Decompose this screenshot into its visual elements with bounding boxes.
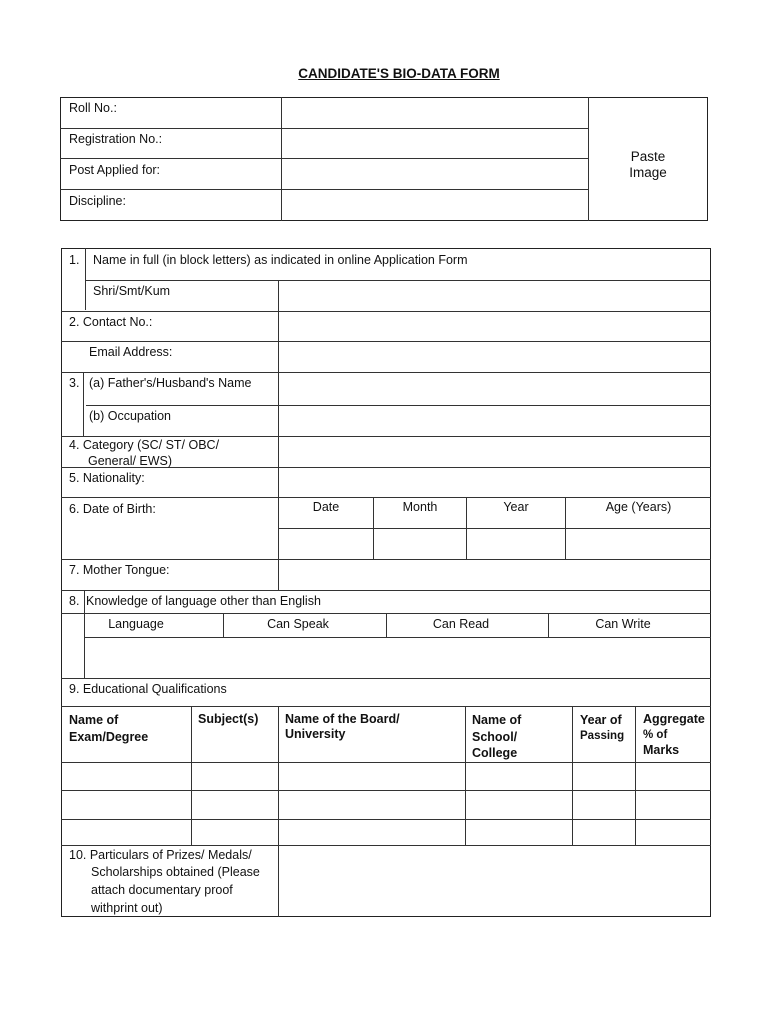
aggregate-header-line3: Marks: [643, 743, 680, 757]
post-applied-field[interactable]: [282, 159, 587, 188]
dob-month-field[interactable]: [374, 529, 465, 558]
nationality-label: 5. Nationality:: [69, 471, 145, 485]
category-field[interactable]: [279, 437, 710, 466]
can-read-header: Can Read: [432, 617, 490, 631]
section-3-number: 3.: [69, 376, 80, 390]
exam-header-line2: Exam/Degree: [69, 730, 149, 744]
dob-year-field[interactable]: [467, 529, 564, 558]
photo-label-line2: Image: [629, 165, 667, 180]
education-label: 9. Educational Qualifications: [69, 682, 227, 696]
can-speak-header: Can Speak: [267, 617, 329, 631]
nationality-field[interactable]: [279, 468, 710, 496]
school-header-line3: College: [472, 746, 518, 760]
dob-date-header: Date: [312, 500, 340, 514]
dob-month-header: Month: [402, 500, 438, 514]
email-label: Email Address:: [89, 345, 173, 359]
mother-tongue-field[interactable]: [279, 560, 710, 589]
qualification-row-3[interactable]: [62, 820, 710, 844]
qualification-row-2[interactable]: [62, 791, 710, 818]
divider: [61, 497, 711, 498]
language-entry-field[interactable]: [85, 638, 710, 677]
post-applied-label: Post Applied for:: [69, 163, 161, 177]
registration-no-label: Registration No.:: [69, 132, 163, 146]
roll-no-field[interactable]: [282, 98, 587, 127]
divider: [61, 590, 711, 591]
mother-tongue-label: 7. Mother Tongue:: [69, 563, 170, 577]
contact-no-field[interactable]: [279, 312, 710, 340]
prizes-label-line4: withprint out): [91, 901, 163, 915]
dob-label: 6. Date of Birth:: [69, 502, 156, 516]
dob-date-field[interactable]: [279, 529, 372, 558]
father-name-label: (a) Father's/Husband's Name: [89, 376, 252, 390]
full-name-field[interactable]: [279, 281, 710, 310]
prizes-label-line2: Scholarships obtained (Please: [91, 865, 260, 879]
year-header-line1: Year of: [580, 713, 622, 727]
discipline-label: Discipline:: [69, 194, 126, 208]
divider: [85, 248, 86, 310]
photo-label-line1: Paste: [630, 149, 666, 164]
school-header-line1: Name of: [472, 713, 522, 727]
prizes-field[interactable]: [279, 846, 710, 916]
age-field[interactable]: [566, 529, 710, 558]
language-knowledge-label: Knowledge of language other than English: [86, 594, 321, 608]
year-header-line2: Passing: [580, 730, 625, 742]
father-name-field[interactable]: [279, 373, 710, 404]
subjects-header: Subject(s): [198, 712, 259, 726]
contact-no-label: 2. Contact No.:: [69, 315, 153, 329]
email-field[interactable]: [279, 342, 710, 371]
board-header-line1: Name of the Board/: [285, 712, 400, 726]
occupation-label: (b) Occupation: [89, 409, 171, 423]
dob-year-header: Year: [503, 500, 529, 514]
language-header: Language: [108, 617, 164, 631]
category-label-line2: General/ EWS): [88, 454, 173, 468]
discipline-field[interactable]: [282, 190, 587, 220]
aggregate-header-line1: Aggregate: [643, 712, 705, 726]
section-1-label: Name in full (in block letters) as indicated in online Application Form: [93, 253, 468, 267]
exam-header-line1: Name of: [69, 713, 119, 727]
board-header-line2: University: [285, 727, 346, 741]
section-8-number: 8.: [69, 594, 80, 608]
qualification-row-1[interactable]: [62, 763, 710, 789]
roll-no-label: Roll No.:: [69, 101, 117, 115]
prizes-label-line1: 10. Particulars of Prizes/ Medals/: [69, 848, 252, 862]
divider: [61, 678, 711, 679]
aggregate-header-line2: % of: [643, 729, 668, 741]
can-write-header: Can Write: [595, 617, 651, 631]
prizes-label-line3: attach documentary proof: [91, 883, 233, 897]
registration-no-field[interactable]: [282, 129, 587, 157]
age-header: Age (Years): [605, 500, 672, 514]
section-1-number: 1.: [69, 253, 80, 267]
category-label-line1: 4. Category (SC/ ST/ OBC/: [69, 438, 220, 452]
photo-box: [589, 98, 707, 220]
school-header-line2: School/: [472, 730, 518, 744]
page-title: CANDIDATE'S BIO-DATA FORM: [298, 66, 500, 81]
occupation-field[interactable]: [279, 406, 710, 435]
name-prefix-label: Shri/Smt/Kum: [93, 284, 171, 298]
divider: [61, 706, 711, 707]
divider: [83, 372, 84, 436]
